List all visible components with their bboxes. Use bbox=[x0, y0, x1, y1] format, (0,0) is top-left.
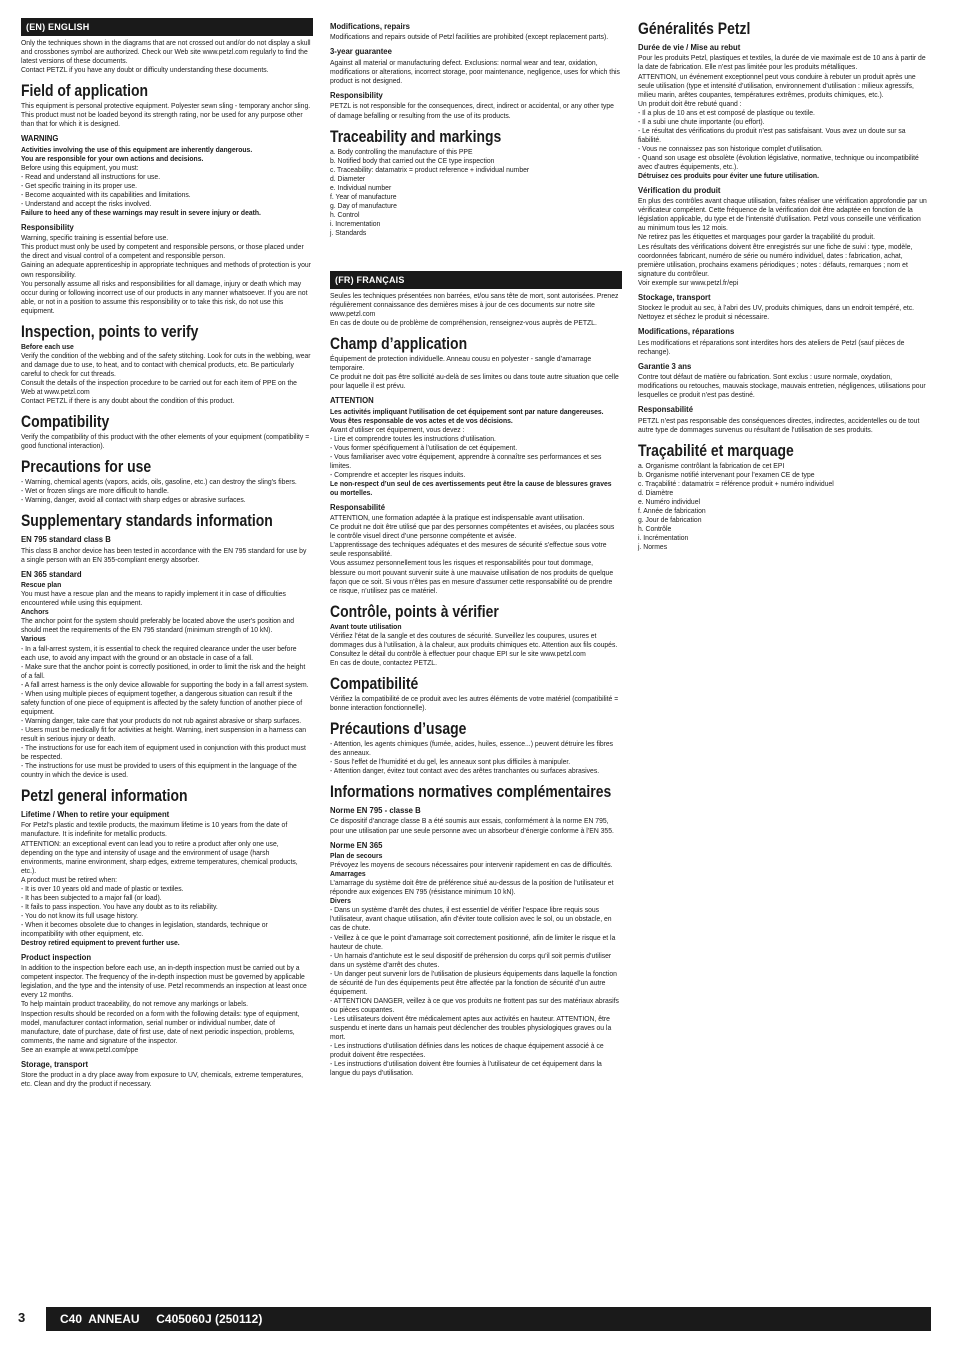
guarantee-title-en: 3-year guarantee bbox=[330, 46, 392, 57]
inspection-title-fr: Contrôle, points à vérifier bbox=[330, 601, 499, 621]
en795-text-fr: Ce dispositif d’ancrage classe B a été soumis aux essais, conformément à la norme EN 795, pour une utilisation par une seule personne avec un absorbeur d’énergie conforme à l’EN 355. bbox=[330, 816, 614, 835]
inspection-subtitle-fr: Avant toute utilisation bbox=[330, 621, 402, 631]
storage-title-en: Storage, transport bbox=[21, 1058, 89, 1069]
warning-bold-en: Activities involving the use of this equipment are inherently dangerous. You are responsible for your own actions and decisions. bbox=[21, 144, 253, 163]
product-inspection-title-en: Product inspection bbox=[21, 951, 92, 962]
traceability-title-en: Traceability and markings bbox=[330, 126, 502, 146]
field-title-fr: Champ d’application bbox=[330, 333, 468, 353]
various-title-en: Various bbox=[21, 634, 46, 644]
rescue-title-fr: Plan de secours bbox=[330, 851, 383, 860]
inspection-subtitle-en: Before each use bbox=[21, 341, 74, 351]
intro-fr: Seules les techniques présentées non barrées, et/ou sans tête de mort, sont autorisées. Prenez régulièrement connaissance des dernières mises à jour de ces documents sur notre site www.petzl.com En cas de doute ou de problème de compréhension, renseignez-vous auprès de PETZL. bbox=[330, 290, 619, 327]
responsibility2-text-en: PETZL is not responsible for the consequences, direct, indirect or accidental, or any other type of damage befalling or resulting from the use of its products. bbox=[330, 101, 614, 120]
lifetime-title-fr: Durée de vie / Mise au rebut bbox=[638, 42, 741, 52]
footer-bar: C40 ANNEAU C405060J (250112) bbox=[46, 1307, 931, 1331]
product-inspection-text-en: In addition to the inspection before each use, an in-depth inspection must be carried out by a competent inspector. The frequency of the in-depth inspection must be governed by applicable legislation, and the type and the intensity of use. Petzl recommends an inspection at least once every 12 months. To help maintain product traceability, do not remove any markings or labels. Inspection results should be recorded on a form with the following details: type of equipment, model, manufacturer contact information, serial number or individual number, date of manufacture, date of purchase, date of first use, date of next periodic inspection, problems, comments, the name and signature of the inspector. See an example at www.petzl.com/ppe bbox=[21, 963, 307, 1054]
column-english-french bbox=[330, 18, 622, 1077]
responsibility-text2-en: This product must only be used by competent and responsible persons, or those placed under the direct and visual control of a competent and responsible person. Gaining an adequate apprenticeship in appropriate techniques and methods of protection is your own responsibility. You personally assume all risks and responsibilities for all damage, injury or death which may occur during or following incorrect use of our products in any manner whatsoever. If you are not able, or not in a position to assume this responsibility or to take this risk, do not use this equipment. bbox=[21, 242, 311, 315]
various-text-fr: - Dans un système d’arrêt des chutes, il est essentiel de vérifier l’espace libre requis sous l’utilisateur, avant chaque utilisation, afin d’éviter toute collision avec le sol, ou un obstacle, en cas de chute. - Veillez à ce que le point d’amarrage soit correctement positionné, afin de limiter le risque et la hauteur de chute. - Un harnais d’antichute est le seul dispositif de préhension du corps qu’il soit permis d’utiliser dans un système d’arrêt des chutes. - Un danger peut survenir lors de l’utilisation de plusieurs équipements dans laquelle la fonction de sécurité de l’un des équipements peut être affectée par la fonction de sécurité d’un autre équipement. - ATTENTION DANGER, veillez à ce que vos produits ne frottent pas sur des matériaux abrasifs ou pièces coupantes. - Les utilisateurs doivent être médicalement aptes aux activités en hauteur. ATTENTION, être suspendu et inerte dans un harnais peut déclencher des troubles physiologiques graves ou la mort. - Les instructions d’utilisation définies dans les notices de chaque équipement associé à ce produit doivent être respectées. - Les instructions d’utilisation doivent être fournies à l’utilisateur de cet équipement dans la langue du pays d’utilisation. bbox=[330, 905, 619, 1077]
precautions-text-en: - Warning, chemical agents (vapors, acids, oils, gasoline, etc.) can destroy the sling's fibers. - Wet or frozen slings are more difficult to handle. - Warning, danger, avoid all contact with sharp edges or abrasive surfaces. bbox=[21, 477, 297, 505]
language-header-fr: (FR) FRANÇAIS bbox=[330, 271, 622, 289]
product-inspection-text-fr: En plus des contrôles avant chaque utilisation, faites réaliser une vérification approfondie par un vérificateur compétent. Cette fréquence de la vérification doit être adaptée en fonction de la législation applicable, du type et de l’intensité d’utilisation. Petzl vous conseille une vérification au minimum tous les 12 mois. Ne retirez pas les étiquettes et marquages pour garder la traçabilité du produit. Les résultats des vérifications doivent être enregistrés sur une fiche de suivi : type, modèle, coordonnées fabricant, numéro de série ou numéro individuel, dates : fabrication, achat, première utilisation, prochains examens périodiques ; notes : défauts, remarques ; nom et signature du contrôleur. Voir exemple sur www.petzl.fr/epi bbox=[638, 196, 927, 287]
precautions-title-en: Precautions for use bbox=[21, 457, 152, 477]
responsibility-text-fr: ATTENTION, une formation adaptée à la pratique est indispensable avant utilisation. Ce produit ne doit être utilisé que par des personnes compétentes et avisées, ou placées sous le contrôle visuel direct d’une personne compétente et avisée. L’apprentissage des techniques adéquates et des mesures de sécurité s’effectue sous votre seule responsabilité. Vous assumez personnellement tous les risques et responsabilités pour tout dommage, blessure ou mort pouvant survenir suite à une mauvaise utilisation de nos produits de quelque façon que ce soit. Si vous n’êtes pas en mesure d’assumer cette responsabilité ou de prendre ce risque, n’utilisez pas ce matériel. bbox=[330, 513, 615, 595]
inspection-text-en: Verify the condition of the webbing and of the safety stitching. Look for cuts in the webbing, wear and damage due to use, to heat, and to contact with chemical products, etc. Be particularly careful to check for cut threads. Consult the details of the inspection procedure to be carried out for each item of PPE on the Web at www.petzl.com Contact PETZL if there is any doubt about the condition of this product. bbox=[21, 350, 311, 405]
en795-title-fr: Norme EN 795 - classe B bbox=[330, 805, 421, 816]
modifications-title-en: Modifications, repairs bbox=[330, 21, 410, 31]
anchors-text-fr: L’amarrage du système doit être de préférence situé au-dessus de la position de l’utilisateur et répondre aux exigences EN 795 (résistance minimum 10 kN). bbox=[330, 878, 614, 897]
warning-text-en: Before using this equipment, you must: - Read and understand all instructions for use. - Get specific training in its proper use. - Become acquainted with its capabilities and limitations. - Understand and accept the risks involved. bbox=[21, 162, 191, 208]
inspection-title-en: Inspection, points to verify bbox=[21, 321, 199, 341]
various-title-fr: Divers bbox=[330, 896, 351, 906]
responsibility2-title-fr: Responsabilité bbox=[638, 404, 694, 415]
responsibility-title-en: Responsibility bbox=[21, 221, 74, 232]
warning-bold2-fr: Le non-respect d’un seul de ces avertissements peut être la cause de blessures graves ou mortelles. bbox=[330, 478, 612, 497]
standards-title-en: Supplementary standards information bbox=[21, 511, 273, 531]
en365-title-fr: Norme EN 365 bbox=[330, 839, 383, 850]
field-text-en: This equipment is personal protective equipment. Polyester sewn sling - temporary anchor sling. bbox=[21, 101, 311, 111]
lifetime-text-en: For Petzl's plastic and textile products, the maximum lifetime is 10 years from the date of manufacture. It is indefinite for metallic products. ATTENTION: an exceptional event can lead you to retire a product after only one use, depending on the type and intensity of usage and the environment of usage (harsh environments, marine environment, sharp edges, extreme temperatures, chemical products, etc.). A product must be retired when: - It is over 10 years old and made of plastic or textiles. - It has been subjected to a major fall (or load). - It fails to pass inspection. You have any doubt as to its reliability. - You do not know its full usage history. - When it becomes obsolete due to changes in legislation, standards, technique or incompatibility with other equipment, etc. bbox=[21, 820, 298, 938]
general-title-en: Petzl general information bbox=[21, 786, 188, 805]
responsibility2-text-fr: PETZL n’est pas responsable des conséquences directes, indirectes, accidentelles ou de tout autre type de dommages survenus ou résultant de l’utilisation de ses produits. bbox=[638, 415, 920, 434]
guarantee-text-fr: Contre tout défaut de matière ou fabrication. Sont exclus : usure normale, oxydation, modifications ou retouches, mauvais stockage, mauvais entretien, négligences, utilisations pour lesquelles ce produit n’est pas destiné. bbox=[638, 372, 926, 400]
lifetime-text-fr: Pour les produits Petzl, plastiques et textiles, la durée de vie maximale est de 10 ans à partir de la date de fabrication. Elle n’est pas limitée pour les produits métalliques. ATTENTION, un événement exceptionnel peut vous conduire à rebuter un produit après une seule utilisation (type et intensité d’utilisation, environnement d’utilisation : milieux agressifs, milieu marin, arêtes coupantes, températures extrêmes, produits chimiques, etc.). Un produit doit être rebuté quand : - Il a plus de 10 ans et est composé de plastique ou textile. - Il a subi une chute importante (ou effort). - Le résultat des vérifications du produit n’est pas satisfaisant. Vous avez un doute sur sa fiabilité. - Vous ne connaissez pas son historique complet d’utilisation. - Quand son usage est obsolète (évolution législative, normative, technique ou incompatibilité avec d’autres équipements, etc.). bbox=[638, 53, 926, 171]
modifications-text-en: Modifications and repairs outside of Petzl facilities are prohibited (except replacement parts). bbox=[330, 32, 609, 42]
precautions-text-fr: - Attention, les agents chimiques (fumée, acides, huiles, essence...) peuvent détruire les fibres des anneaux. - Sous l’effet de l’humidité et du gel, les anneaux sont plus difficiles à manipuler. - Attention danger, évitez tout contact avec des arêtes tranchantes ou surfaces abrasives. bbox=[330, 738, 614, 775]
warning-title-en: WARNING bbox=[21, 133, 59, 144]
guarantee-title-fr: Garantie 3 ans bbox=[638, 360, 692, 371]
modifications-text-fr: Les modifications et réparations sont interdites hors des ateliers de Petzl (sauf pièces de rechange). bbox=[638, 337, 905, 356]
rescue-text-fr: Prévoyez les moyens de secours nécessaires pour intervenir rapidement en cas de difficultés. bbox=[330, 860, 613, 870]
lifetime-bold-fr: Détruisez ces produits pour éviter une future utilisation. bbox=[638, 170, 819, 180]
product-inspection-title-fr: Vérification du produit bbox=[638, 184, 721, 195]
inspection-text-fr: Vérifiez l’état de la sangle et des coutures de sécurité. Surveillez les coupures, usures et dommages dus à l’utilisation, à la chaleur, aux produits chimiques etc. Attention aux fils coupés. Consultez le détail du contrôle à effectuer pour chaque EPI sur le site www.petzl.com En cas de doute, contactez PETZL. bbox=[330, 630, 618, 667]
compatibility-text-fr: Vérifiez la compatibilité de ce produit avec les autres éléments de votre matériel (compatibilité = bonne interaction fonctionnelle). bbox=[330, 693, 619, 712]
modifications-title-fr: Modifications, réparations bbox=[638, 326, 735, 337]
compatibility-title-fr: Compatibilité bbox=[330, 673, 419, 693]
responsibility-title-fr: Responsabilité bbox=[330, 501, 386, 512]
general-title-fr: Généralités Petzl bbox=[638, 19, 751, 38]
precautions-title-fr: Précautions d’usage bbox=[330, 718, 467, 738]
warning-title-fr: ATTENTION bbox=[330, 395, 374, 406]
responsibility-text-en: Warning, specific training is essential before use. bbox=[21, 233, 169, 243]
field-text2-fr: Ce produit ne doit pas être sollicité au-delà de ses limites ou dans toute autre situation que celle pour laquelle il est prévu. bbox=[330, 372, 619, 391]
field-title-en: Field of application bbox=[21, 81, 149, 101]
en795-text-en: This class B anchor device has been tested in accordance with the EN 795 standard for use by a single person with an EN 355-compliant energy absorber. bbox=[21, 545, 307, 564]
warning-bold-fr: Les activités impliquant l’utilisation de cet équipement sont par nature dangereuses. Vous êtes responsable de vos actes et de vos décisions. bbox=[330, 406, 604, 425]
language-header-en: (EN) ENGLISH bbox=[21, 18, 313, 36]
compatibility-text-en: Verify the compatibility of this product with the other elements of your equipment (compatibility = good functional interaction). bbox=[21, 431, 310, 450]
field-text-fr: Équipement de protection individuelle. Anneau cousu en polyester - sangle d’amarrage temporaire. bbox=[330, 353, 592, 373]
page-footer bbox=[18, 1307, 931, 1331]
standards-title-fr: Informations normatives complémentaires bbox=[330, 782, 612, 802]
column-french-2 bbox=[638, 18, 930, 551]
lifetime-title-en: Lifetime / When to retire your equipment bbox=[21, 809, 170, 819]
anchors-title-fr: Amarrages bbox=[330, 869, 366, 879]
field-text2-en: This product must not be loaded beyond its strength rating, nor be used for any purpose other than that for which it is designed. bbox=[21, 110, 303, 129]
storage-title-fr: Stockage, transport bbox=[638, 291, 711, 302]
lifetime-bold-en: Destroy retired equipment to prevent further use. bbox=[21, 937, 180, 947]
rescue-title-en: Rescue plan bbox=[21, 580, 62, 590]
column-english-1 bbox=[21, 18, 313, 1088]
intro-en: Only the techniques shown in the diagrams that are not crossed out and/or do not display a skull and crossbones symbol are authorized. Check our Web site www.petzl.com regularly to find the latest versions of these documents. Contact PETZL if you have any doubt or difficulty understanding these documents. bbox=[21, 38, 311, 75]
page-number: 3 bbox=[18, 1310, 26, 1325]
storage-text-en: Store the product in a dry place away from exposure to UV, chemicals, extreme temperatures, etc. Clean and dry the product if necessary. bbox=[21, 1070, 304, 1089]
traceability-title-fr: Traçabilité et marquage bbox=[638, 440, 794, 460]
rescue-text-en: You must have a rescue plan and the means to rapidly implement it in case of difficulties encountered while using this equipment. bbox=[21, 589, 286, 608]
traceability-list-en: a. Body controlling the manufacture of this PPE b. Notified body that carried out the CE type inspection c. Traceability: datamatrix = product reference + individual number d. Diameter e. Individual number f. Year of manufacture g. Day of manufacture h. Control i. Incrementation j. Standards bbox=[330, 146, 530, 237]
en365-title-en: EN 365 standard bbox=[21, 568, 82, 579]
warning-bold2-en: Failure to heed any of these warnings may result in severe injury or death. bbox=[21, 207, 261, 217]
guarantee-text-en: Against all material or manufacturing defect. Exclusions: normal wear and tear, oxidation, modifications or alterations, incorrect storage, poor maintenance, negligence, uses for which this product is not designed. bbox=[330, 57, 620, 85]
en795-title-en: EN 795 standard class B bbox=[21, 534, 111, 545]
anchors-title-en: Anchors bbox=[21, 607, 49, 617]
traceability-list-fr: a. Organisme contrôlant la fabrication de cet EPI b. Organisme notifié intervenant pour l’examen CE de type c. Traçabilité : datamatrix = référence produit + numéro individuel d. Diamètre e. Numéro individuel f. Année de fabrication g. Jour de fabrication h. Contrôle i. Incrémentation j. Normes bbox=[638, 460, 834, 552]
warning-text-fr: Avant d’utiliser cet équipement, vous devez : - Lire et comprendre toutes les instructions d’utilisation. - Vous former spécifiquement à l’utilisation de cet équipement. - Vous familiariser avec votre équipement, apprendre à connaître ses performances et ses limites. - Comprendre et accepter les risques induits. bbox=[330, 424, 602, 479]
compatibility-title-en: Compatibility bbox=[21, 411, 110, 431]
responsibility2-title-en: Responsibility bbox=[330, 90, 383, 101]
various-text-en: - In a fall-arrest system, it is essential to check the required clearance under the user before each use, to avoid any impact with the ground or an obstacle in case of a fall. - Make sure that the anchor point is correctly positioned, in order to limit the risk and the height of a fall. - A fall arrest harness is the only device allowable for supporting the body in a fall arrest system. - When using multiple pieces of equipment together, a dangerous situation can result if the safety function of one piece of equipment is affected by the safety function of another piece of equipment. - Warning danger, take care that your products do not rub against abrasive or sharp surfaces. - Users must be medically fit for activities at height. Warning, inert suspension in a harness can result in serious injury or death. - The instructions for use for each item of equipment used in conjunction with this product must be respected. - The instructions for use must be provided to users of this equipment in the language of the country in which the device is used. bbox=[21, 643, 309, 779]
storage-text-fr: Stockez le produit au sec, à l’abri des UV, produits chimiques, dans un endroit tempéré, etc. Nettoyez et séchez le produit si nécessaire. bbox=[638, 303, 915, 322]
anchors-text-en: The anchor point for the system should preferably be located above the user's position and should meet the requirements of the EN 795 standard (minimum strength of 10 kN). bbox=[21, 616, 295, 635]
